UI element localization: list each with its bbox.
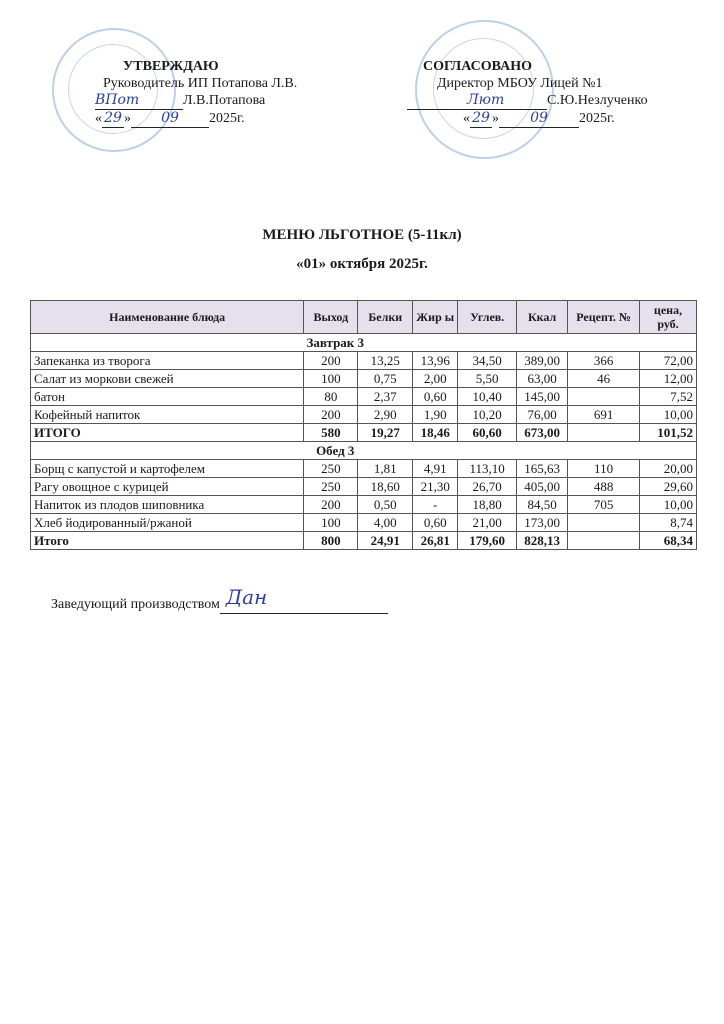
cell-carbs: 18,80	[458, 496, 517, 514]
cell-carbs: 60,60	[458, 424, 517, 442]
date-day: 29	[102, 110, 124, 128]
cell-price: 68,34	[640, 532, 697, 550]
cell-protein: 24,91	[358, 532, 413, 550]
cell-price: 29,60	[640, 478, 697, 496]
date-day: 29	[470, 110, 492, 128]
handwritten-signature: ВПот	[95, 92, 140, 108]
cell-name: Рагу овощное с курицей	[31, 478, 304, 496]
cell-recipe: 705	[568, 496, 640, 514]
cell-recipe: 488	[568, 478, 640, 496]
cell-yield: 80	[304, 388, 358, 406]
section-header-row	[31, 334, 697, 352]
cell-name: Борщ с капустой и картофелем	[31, 460, 304, 478]
cell-price: 20,00	[640, 460, 697, 478]
approval-signature-line	[407, 92, 657, 110]
table-header-row	[31, 301, 697, 334]
cell-carbs: 34,50	[458, 352, 517, 370]
document-title: МЕНЮ ЛЬГОТНОЕ (5-11кл)	[262, 227, 462, 243]
cell-carbs: 113,10	[458, 460, 517, 478]
approval-date: « 29 » 09 2025г.	[463, 110, 615, 126]
cell-recipe: 366	[568, 352, 640, 370]
col-header-kcal: Ккал	[517, 301, 568, 334]
col-header-fat: Жир ы	[413, 301, 458, 334]
cell-price: 12,00	[640, 370, 697, 388]
cell-kcal: 76,00	[517, 406, 568, 424]
approval-name: С.Ю.Незлученко	[547, 93, 648, 108]
approval-position: Директор МБОУ Лицей №1	[437, 76, 603, 91]
cell-yield: 100	[304, 514, 358, 532]
cell-yield: 250	[304, 478, 358, 496]
cell-name: батон	[31, 388, 304, 406]
handwritten-signature: Дан	[225, 585, 268, 609]
cell-recipe: 110	[568, 460, 640, 478]
cell-fat: 18,46	[413, 424, 458, 442]
total-row	[31, 532, 697, 550]
cell-kcal: 173,00	[517, 514, 568, 532]
cell-protein: 13,25	[358, 352, 413, 370]
table-row	[31, 496, 697, 514]
section-title: Обед 3	[31, 442, 640, 460]
approval-block-right	[407, 58, 657, 128]
cell-protein: 1,81	[358, 460, 413, 478]
cell-name: Запеканка из творога	[31, 352, 304, 370]
cell-kcal: 145,00	[517, 388, 568, 406]
cell-kcal: 389,00	[517, 352, 568, 370]
cell-kcal: 84,50	[517, 496, 568, 514]
table-row	[31, 370, 697, 388]
cell-recipe	[568, 424, 640, 442]
cell-kcal: 165,63	[517, 460, 568, 478]
cell-yield: 200	[304, 496, 358, 514]
handwritten-signature: Лют	[467, 92, 505, 108]
section-empty-cell	[640, 442, 697, 460]
cell-price: 8,74	[640, 514, 697, 532]
footer-signature	[51, 585, 388, 614]
cell-kcal: 828,13	[517, 532, 568, 550]
cell-name: Хлеб йодированный/ржаной	[31, 514, 304, 532]
approval-heading: УТВЕРЖДАЮ	[123, 59, 219, 74]
approval-block-left	[95, 58, 335, 128]
cell-name: Салат из моркови свежей	[31, 370, 304, 388]
cell-kcal: 63,00	[517, 370, 568, 388]
date-year: 2025г.	[579, 111, 615, 126]
cell-protein: 18,60	[358, 478, 413, 496]
cell-carbs: 26,70	[458, 478, 517, 496]
col-header-carbs: Углев.	[458, 301, 517, 334]
approval-position: Руководитель ИП Потапова Л.В.	[103, 76, 298, 91]
cell-carbs: 21,00	[458, 514, 517, 532]
cell-protein: 0,50	[358, 496, 413, 514]
section-empty-cell	[640, 334, 697, 352]
table-row	[31, 388, 697, 406]
cell-fat: 13,96	[413, 352, 458, 370]
cell-recipe: 46	[568, 370, 640, 388]
cell-kcal: 673,00	[517, 424, 568, 442]
cell-yield: 100	[304, 370, 358, 388]
cell-name: ИТОГО	[31, 424, 304, 442]
cell-carbs: 10,40	[458, 388, 517, 406]
cell-fat: 0,60	[413, 514, 458, 532]
approval-name: Л.В.Потапова	[183, 93, 266, 108]
cell-price: 10,00	[640, 496, 697, 514]
table-row	[31, 460, 697, 478]
cell-fat: 4,91	[413, 460, 458, 478]
col-header-yield: Выход	[304, 301, 358, 334]
cell-protein: 2,90	[358, 406, 413, 424]
cell-carbs: 179,60	[458, 532, 517, 550]
cell-price: 7,52	[640, 388, 697, 406]
cell-fat: -	[413, 496, 458, 514]
cell-yield: 800	[304, 532, 358, 550]
total-row	[31, 424, 697, 442]
cell-name: Кофейный напиток	[31, 406, 304, 424]
cell-yield: 580	[304, 424, 358, 442]
date-month: 09	[131, 110, 209, 128]
cell-yield: 250	[304, 460, 358, 478]
table-row	[31, 514, 697, 532]
cell-fat: 0,60	[413, 388, 458, 406]
cell-price: 72,00	[640, 352, 697, 370]
col-header-price: цена, руб.	[640, 301, 697, 334]
cell-yield: 200	[304, 406, 358, 424]
cell-protein: 0,75	[358, 370, 413, 388]
cell-name: Напиток из плодов шиповника	[31, 496, 304, 514]
cell-recipe: 691	[568, 406, 640, 424]
col-header-protein: Белки	[358, 301, 413, 334]
cell-price: 10,00	[640, 406, 697, 424]
date-month: 09	[499, 110, 579, 128]
table-row	[31, 478, 697, 496]
cell-kcal: 405,00	[517, 478, 568, 496]
cell-yield: 200	[304, 352, 358, 370]
menu-table	[30, 300, 697, 550]
approval-signature-line	[95, 92, 335, 110]
cell-carbs: 10,20	[458, 406, 517, 424]
approval-heading: СОГЛАСОВАНО	[423, 59, 532, 74]
cell-fat: 2,00	[413, 370, 458, 388]
cell-protein: 2,37	[358, 388, 413, 406]
cell-recipe	[568, 388, 640, 406]
cell-fat: 21,30	[413, 478, 458, 496]
approval-date: « 29 » 09 2025г.	[95, 110, 245, 126]
col-header-recipe: Рецепт. №	[568, 301, 640, 334]
table-row	[31, 406, 697, 424]
cell-fat: 1,90	[413, 406, 458, 424]
col-header-name: Наименование блюда	[31, 301, 304, 334]
footer-label: Заведующий производством	[51, 597, 220, 612]
cell-protein: 4,00	[358, 514, 413, 532]
document-date: «01» октября 2025г.	[296, 256, 428, 272]
cell-carbs: 5,50	[458, 370, 517, 388]
date-year: 2025г.	[209, 111, 245, 126]
cell-price: 101,52	[640, 424, 697, 442]
cell-recipe	[568, 514, 640, 532]
section-header-row	[31, 442, 697, 460]
table-row	[31, 352, 697, 370]
cell-fat: 26,81	[413, 532, 458, 550]
section-title: Завтрак 3	[31, 334, 640, 352]
cell-name: Итого	[31, 532, 304, 550]
cell-recipe	[568, 532, 640, 550]
cell-protein: 19,27	[358, 424, 413, 442]
